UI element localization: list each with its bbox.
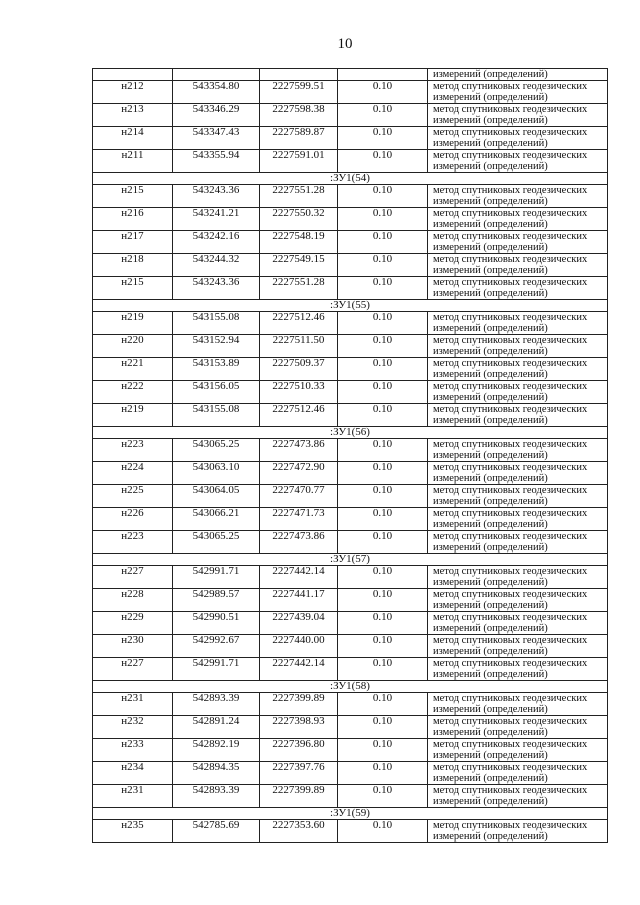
method-line: метод спутниковых геодезических (433, 658, 588, 669)
method-line: измерений (определений) (433, 288, 548, 299)
method-line: метод спутниковых геодезических (433, 254, 588, 265)
method-cell (428, 658, 608, 681)
coord-y-cell: 2227473.86 (260, 439, 338, 462)
section-label: :ЗУ1(54) (93, 173, 608, 185)
coord-y-cell: 2227353.60 (260, 820, 338, 843)
method-line: метод спутниковых геодезических (433, 150, 588, 161)
accuracy-cell: 0.10 (338, 612, 428, 635)
method-line: измерений (определений) (433, 831, 548, 842)
coord-x-cell: 542893.39 (173, 693, 260, 716)
method-line: метод спутниковых геодезических (433, 462, 588, 473)
point-id-cell: н225 (93, 485, 173, 508)
coord-y-cell: 2227511.50 (260, 335, 338, 358)
table-row (93, 612, 608, 635)
coord-x-cell: 542891.24 (173, 716, 260, 739)
point-id-cell: н222 (93, 381, 173, 404)
method-cell (428, 104, 608, 127)
page-number: 10 (337, 36, 353, 52)
method-line: измерений (определений) (433, 369, 548, 380)
method-cell (428, 335, 608, 358)
accuracy-cell: 0.10 (338, 335, 428, 358)
method-line: измерений (определений) (433, 623, 548, 634)
coord-x-cell: 542893.39 (173, 785, 260, 808)
point-id-cell: н211 (93, 150, 173, 173)
method-cell (428, 635, 608, 658)
accuracy-cell: 0.10 (338, 485, 428, 508)
accuracy-cell: 0.10 (338, 231, 428, 254)
method-cell (428, 231, 608, 254)
coord-x-cell: 543355.94 (173, 150, 260, 173)
method-line: метод спутниковых геодезических (433, 335, 588, 346)
method-line: измерений (определений) (433, 519, 548, 530)
accuracy-cell: 0.10 (338, 185, 428, 208)
coord-x-cell: 543065.25 (173, 439, 260, 462)
method-line: метод спутниковых геодезических (433, 739, 588, 750)
table-row (93, 104, 608, 127)
coord-y-cell: 2227551.28 (260, 185, 338, 208)
empty-cell (260, 69, 338, 81)
section-label: :ЗУ1(57) (93, 554, 608, 566)
method-line: метод спутниковых геодезических (433, 231, 588, 242)
method-line: метод спутниковых геодезических (433, 589, 588, 600)
point-id-cell: н219 (93, 312, 173, 335)
coord-x-cell: 543065.25 (173, 531, 260, 554)
method-line: метод спутниковых геодезических (433, 635, 588, 646)
point-id-cell: н226 (93, 508, 173, 531)
method-line: метод спутниковых геодезических (433, 104, 588, 115)
point-id-cell: н218 (93, 254, 173, 277)
method-line: метод спутниковых геодезических (433, 716, 588, 727)
point-id-cell: н217 (93, 231, 173, 254)
table-row (93, 785, 608, 808)
coord-y-cell: 2227442.14 (260, 566, 338, 589)
section-row (93, 808, 608, 820)
coord-x-cell: 543155.08 (173, 312, 260, 335)
accuracy-cell: 0.10 (338, 762, 428, 785)
coordinates-table (92, 68, 608, 843)
point-id-cell: н235 (93, 820, 173, 843)
method-line: измерений (определений) (433, 600, 548, 611)
coord-x-cell: 542894.35 (173, 762, 260, 785)
method-cell (428, 404, 608, 427)
method-line: метод спутниковых геодезических (433, 485, 588, 496)
accuracy-cell: 0.10 (338, 81, 428, 104)
coord-y-cell: 2227440.00 (260, 635, 338, 658)
coord-x-cell: 543064.05 (173, 485, 260, 508)
point-id-cell: н232 (93, 716, 173, 739)
coord-y-cell: 2227441.17 (260, 589, 338, 612)
section-row (93, 681, 608, 693)
coord-y-cell: 2227442.14 (260, 658, 338, 681)
method-cell (428, 508, 608, 531)
method-line: измерений (определений) (433, 392, 548, 403)
method-line: измерений (определений) (433, 92, 548, 103)
point-id-cell: н233 (93, 739, 173, 762)
method-line: метод спутниковых геодезических (433, 531, 588, 542)
table-row (93, 531, 608, 554)
accuracy-cell: 0.10 (338, 635, 428, 658)
coord-y-cell: 2227550.32 (260, 208, 338, 231)
table-row (93, 589, 608, 612)
method-cell (428, 439, 608, 462)
coord-y-cell: 2227396.80 (260, 739, 338, 762)
coord-x-cell: 542892.19 (173, 739, 260, 762)
method-line: измерений (определений) (433, 415, 548, 426)
section-label: :ЗУ1(56) (93, 427, 608, 439)
method-cell (428, 381, 608, 404)
point-id-cell: н220 (93, 335, 173, 358)
method-line: метод спутниковых геодезических (433, 208, 588, 219)
table-row (93, 277, 608, 300)
method-line: метод спутниковых геодезических (433, 185, 588, 196)
method-cell (428, 185, 608, 208)
accuracy-cell: 0.10 (338, 566, 428, 589)
accuracy-cell: 0.10 (338, 658, 428, 681)
method-line: метод спутниковых геодезических (433, 693, 588, 704)
coord-x-cell: 543153.89 (173, 358, 260, 381)
coord-x-cell: 542992.67 (173, 635, 260, 658)
section-label: :ЗУ1(55) (93, 300, 608, 312)
point-id-cell: н215 (93, 277, 173, 300)
coord-x-cell: 543243.36 (173, 185, 260, 208)
point-id-cell: н231 (93, 785, 173, 808)
accuracy-cell: 0.10 (338, 716, 428, 739)
coord-x-cell: 543244.32 (173, 254, 260, 277)
method-cell (428, 693, 608, 716)
accuracy-cell: 0.10 (338, 208, 428, 231)
method-line: метод спутниковых геодезических (433, 277, 588, 288)
coord-y-cell: 2227551.28 (260, 277, 338, 300)
accuracy-cell: 0.10 (338, 150, 428, 173)
coord-x-cell: 543243.36 (173, 277, 260, 300)
coord-x-cell: 542989.57 (173, 589, 260, 612)
method-line: метод спутниковых геодезических (433, 404, 588, 415)
point-id-cell: н227 (93, 658, 173, 681)
point-id-cell: н214 (93, 127, 173, 150)
accuracy-cell: 0.10 (338, 739, 428, 762)
method-line: измерений (определений) (433, 219, 548, 230)
method-cell (428, 820, 608, 843)
point-id-cell: н224 (93, 462, 173, 485)
method-cell (428, 208, 608, 231)
accuracy-cell: 0.10 (338, 820, 428, 843)
coord-y-cell: 2227549.15 (260, 254, 338, 277)
method-cell (428, 762, 608, 785)
method-cell (428, 716, 608, 739)
point-id-cell: н229 (93, 612, 173, 635)
method-cell (428, 589, 608, 612)
accuracy-cell: 0.10 (338, 277, 428, 300)
method-line: измерений (определений) (433, 704, 548, 715)
point-id-cell: н215 (93, 185, 173, 208)
coord-y-cell: 2227472.90 (260, 462, 338, 485)
method-line: измерений (определений) (433, 450, 548, 461)
coord-x-cell: 543354.80 (173, 81, 260, 104)
method-line: измерений (определений) (433, 69, 548, 80)
accuracy-cell: 0.10 (338, 462, 428, 485)
table-row (93, 693, 608, 716)
coord-y-cell: 2227599.51 (260, 81, 338, 104)
coord-x-cell: 542990.51 (173, 612, 260, 635)
section-row (93, 300, 608, 312)
coord-x-cell: 542991.71 (173, 658, 260, 681)
coord-y-cell: 2227439.04 (260, 612, 338, 635)
table-row (93, 335, 608, 358)
method-line: метод спутниковых геодезических (433, 820, 588, 831)
method-cell (428, 69, 608, 81)
method-line: измерений (определений) (433, 773, 548, 784)
section-row (93, 427, 608, 439)
accuracy-cell: 0.10 (338, 785, 428, 808)
point-id-cell: н212 (93, 81, 173, 104)
method-line: метод спутниковых геодезических (433, 612, 588, 623)
table-row (93, 762, 608, 785)
coord-x-cell: 543346.29 (173, 104, 260, 127)
method-line: измерений (определений) (433, 669, 548, 680)
coord-y-cell: 2227591.01 (260, 150, 338, 173)
point-id-cell: н234 (93, 762, 173, 785)
accuracy-cell: 0.10 (338, 439, 428, 462)
coord-x-cell: 543241.21 (173, 208, 260, 231)
point-id-cell: н227 (93, 566, 173, 589)
method-line: метод спутниковых геодезических (433, 762, 588, 773)
method-line: измерений (определений) (433, 750, 548, 761)
method-line: метод спутниковых геодезических (433, 439, 588, 450)
section-row (93, 554, 608, 566)
method-cell (428, 81, 608, 104)
coord-y-cell: 2227473.86 (260, 531, 338, 554)
coord-x-cell: 542991.71 (173, 566, 260, 589)
method-cell (428, 566, 608, 589)
coord-x-cell: 543347.43 (173, 127, 260, 150)
coord-x-cell: 543063.10 (173, 462, 260, 485)
method-cell (428, 127, 608, 150)
table-row (93, 508, 608, 531)
method-line: метод спутниковых геодезических (433, 127, 588, 138)
coord-y-cell: 2227399.89 (260, 693, 338, 716)
coord-x-cell: 542785.69 (173, 820, 260, 843)
point-id-cell: н219 (93, 404, 173, 427)
method-line: измерений (определений) (433, 265, 548, 276)
table-row (93, 381, 608, 404)
method-cell (428, 485, 608, 508)
table-row (93, 404, 608, 427)
table-row (93, 462, 608, 485)
point-id-cell: н223 (93, 439, 173, 462)
method-cell (428, 358, 608, 381)
accuracy-cell: 0.10 (338, 508, 428, 531)
accuracy-cell: 0.10 (338, 531, 428, 554)
table-row (93, 208, 608, 231)
table-row (93, 658, 608, 681)
method-line: метод спутниковых геодезических (433, 381, 588, 392)
coord-y-cell: 2227548.19 (260, 231, 338, 254)
accuracy-cell: 0.10 (338, 254, 428, 277)
method-line: метод спутниковых геодезических (433, 785, 588, 796)
table-row (93, 739, 608, 762)
table-row (93, 566, 608, 589)
coord-y-cell: 2227598.38 (260, 104, 338, 127)
table-row (93, 150, 608, 173)
table-row (93, 254, 608, 277)
empty-cell (93, 69, 173, 81)
method-line: измерений (определений) (433, 796, 548, 807)
table-row (93, 820, 608, 843)
coord-x-cell: 543152.94 (173, 335, 260, 358)
method-cell (428, 612, 608, 635)
accuracy-cell: 0.10 (338, 404, 428, 427)
coord-x-cell: 543156.05 (173, 381, 260, 404)
method-cell (428, 462, 608, 485)
method-line: метод спутниковых геодезических (433, 508, 588, 519)
method-line: метод спутниковых геодезических (433, 566, 588, 577)
method-cell (428, 785, 608, 808)
coord-y-cell: 2227510.33 (260, 381, 338, 404)
method-line: измерений (определений) (433, 115, 548, 126)
table-row (93, 312, 608, 335)
coord-y-cell: 2227512.46 (260, 404, 338, 427)
accuracy-cell: 0.10 (338, 381, 428, 404)
method-line: измерений (определений) (433, 646, 548, 657)
coord-y-cell: 2227471.73 (260, 508, 338, 531)
coord-x-cell: 543155.08 (173, 404, 260, 427)
accuracy-cell: 0.10 (338, 312, 428, 335)
section-row (93, 173, 608, 185)
empty-cell (173, 69, 260, 81)
table-row (93, 81, 608, 104)
point-id-cell: н231 (93, 693, 173, 716)
method-line: метод спутниковых геодезических (433, 81, 588, 92)
method-line: измерений (определений) (433, 577, 548, 588)
point-id-cell: н221 (93, 358, 173, 381)
method-line: измерений (определений) (433, 138, 548, 149)
method-line: измерений (определений) (433, 473, 548, 484)
method-cell (428, 531, 608, 554)
coord-y-cell: 2227398.93 (260, 716, 338, 739)
coord-y-cell: 2227589.87 (260, 127, 338, 150)
table-row (93, 127, 608, 150)
point-id-cell: н230 (93, 635, 173, 658)
method-cell (428, 277, 608, 300)
table-row (93, 439, 608, 462)
method-line: метод спутниковых геодезических (433, 358, 588, 369)
table-row (93, 185, 608, 208)
empty-cell (338, 69, 428, 81)
method-line: измерений (определений) (433, 196, 548, 207)
table-row (93, 358, 608, 381)
method-line: метод спутниковых геодезических (433, 312, 588, 323)
accuracy-cell: 0.10 (338, 104, 428, 127)
coord-y-cell: 2227509.37 (260, 358, 338, 381)
continuation-row (93, 69, 608, 81)
method-line: измерений (определений) (433, 727, 548, 738)
coord-y-cell: 2227470.77 (260, 485, 338, 508)
table-row (93, 231, 608, 254)
coord-y-cell: 2227512.46 (260, 312, 338, 335)
method-line: измерений (определений) (433, 161, 548, 172)
accuracy-cell: 0.10 (338, 127, 428, 150)
point-id-cell: н213 (93, 104, 173, 127)
accuracy-cell: 0.10 (338, 358, 428, 381)
method-line: измерений (определений) (433, 242, 548, 253)
method-cell (428, 739, 608, 762)
method-line: измерений (определений) (433, 542, 548, 553)
table-row (93, 485, 608, 508)
method-line: измерений (определений) (433, 346, 548, 357)
table-row (93, 716, 608, 739)
point-id-cell: н228 (93, 589, 173, 612)
accuracy-cell: 0.10 (338, 589, 428, 612)
coord-x-cell: 543242.16 (173, 231, 260, 254)
coord-x-cell: 543066.21 (173, 508, 260, 531)
method-cell (428, 312, 608, 335)
method-cell (428, 150, 608, 173)
accuracy-cell: 0.10 (338, 693, 428, 716)
point-id-cell: н216 (93, 208, 173, 231)
method-line: измерений (определений) (433, 323, 548, 334)
coord-y-cell: 2227399.89 (260, 785, 338, 808)
point-id-cell: н223 (93, 531, 173, 554)
section-label: :ЗУ1(58) (93, 681, 608, 693)
method-cell (428, 254, 608, 277)
method-line: измерений (определений) (433, 496, 548, 507)
coord-y-cell: 2227397.76 (260, 762, 338, 785)
table-row (93, 635, 608, 658)
section-label: :ЗУ1(59) (93, 808, 608, 820)
